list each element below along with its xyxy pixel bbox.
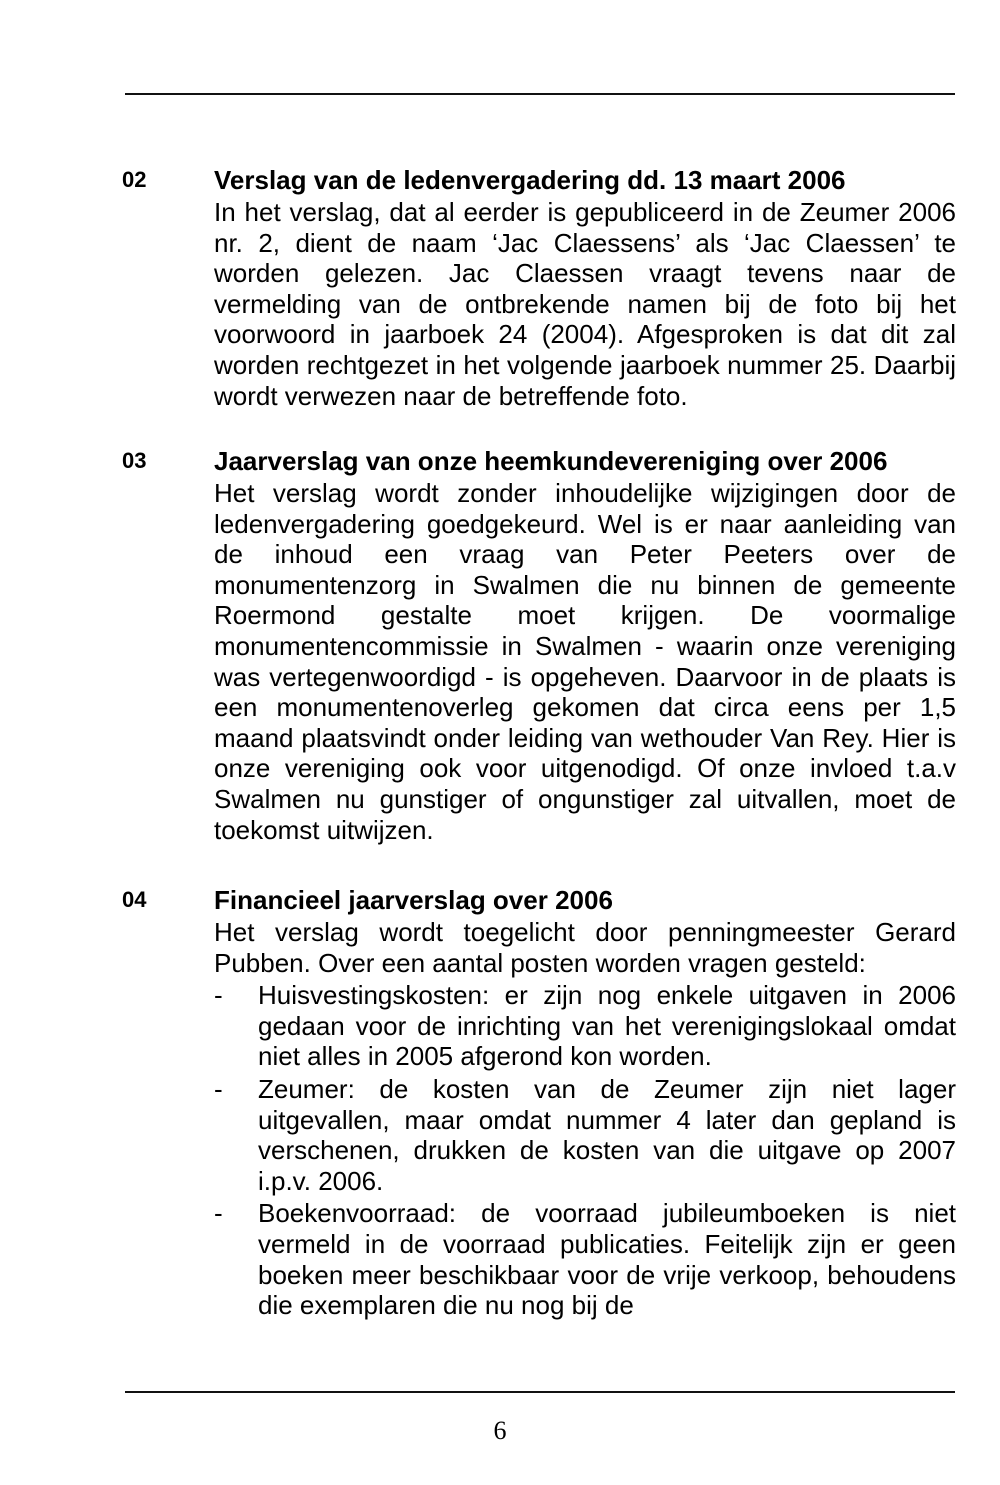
bullet-marker: - [214,1073,223,1104]
section-title: Jaarverslag van onze heemkundevereniging over 2006 [214,446,888,476]
list-item [214,1074,956,1196]
list-item [214,980,956,1072]
section-text: Het verslag wordt toegelicht door penningmeester Gerard Pubben. Over een aantal posten worden vragen gesteld: [214,917,956,978]
bullet-list [214,980,956,1321]
section-02 [122,163,956,411]
section-title: Verslag van de ledenvergadering dd. 13 maart 2006 [214,165,846,195]
section-title: Financieel jaarverslag over 2006 [214,885,613,915]
top-rule [125,93,955,95]
bullet-marker: - [214,980,223,1011]
page-number: 6 [493,1416,507,1445]
section-number: 04 [122,887,147,912]
section-text: Het verslag wordt zonder inhoudelijke wijzigingen door de ledenvergadering goedgekeurd. Wel is er naar aanleiding van de inhoud een vraag van Peter Peeters over de monumentenzorg in Swalmen die nu binnen de gemeente Roermond gestalte moet krijgen. De voormalige monumentencommissie in Swalmen - waarin onze vereniging was vertegenwoordigd - is opgeheven. Daarvoor in de plaats is een monumentenoverleg gekomen dat circa eens per 1,5 maand plaatsvindt onder leiding van wethouder Van Rey. Hier is onze vereniging ook voor uitgenodigd. Of onze invloed t.a.v Swalmen nu gunstiger of ongunstiger zal uitvallen, moet de toekomst uitwijzen. [214,478,956,845]
section-03 [122,444,956,845]
section-number: 03 [122,448,147,473]
list-item-text: Boekenvoorraad: de voorraad jubileumboeken is niet vermeld in de voorraad publicaties. Feitelijk zijn er geen boeken meer beschikbaar voor de vrije verkoop, behoudens die exemplaren die nu nog bij de [258,1198,956,1321]
bullet-marker: - [214,1198,223,1229]
section-04 [122,883,956,1321]
section-number: 02 [122,167,147,192]
list-item-text: Zeumer: de kosten van de Zeumer zijn niet lager uitgevallen, maar omdat nummer 4 later dan gepland is verschenen, drukken de kosten van die uitgave op 2007 i.p.v. 2006. [258,1073,956,1196]
list-item [214,1198,956,1320]
section-text: In het verslag, dat al eerder is gepubliceerd in de Zeumer 2006 nr. 2, dient de naam ‘Jac Claessens’ als ‘Jac Claessen’ te worden gelezen. Jac Claessen vraagt tevens naar de vermelding van de ontbrekende namen bij de foto bij het voorwoord in jaarboek 24 (2004). Afgesproken is dat dit zal worden rechtgezet in het volgende jaarboek nummer 25. Daarbij wordt verwezen naar de betreffende foto. [214,197,956,411]
bottom-rule [125,1391,955,1393]
list-item-text: Huisvestingskosten: er zijn nog enkele uitgaven in 2006 gedaan voor de inrichting van het verenigingslokaal omdat niet alles in 2005 afgerond kon worden. [258,980,956,1072]
